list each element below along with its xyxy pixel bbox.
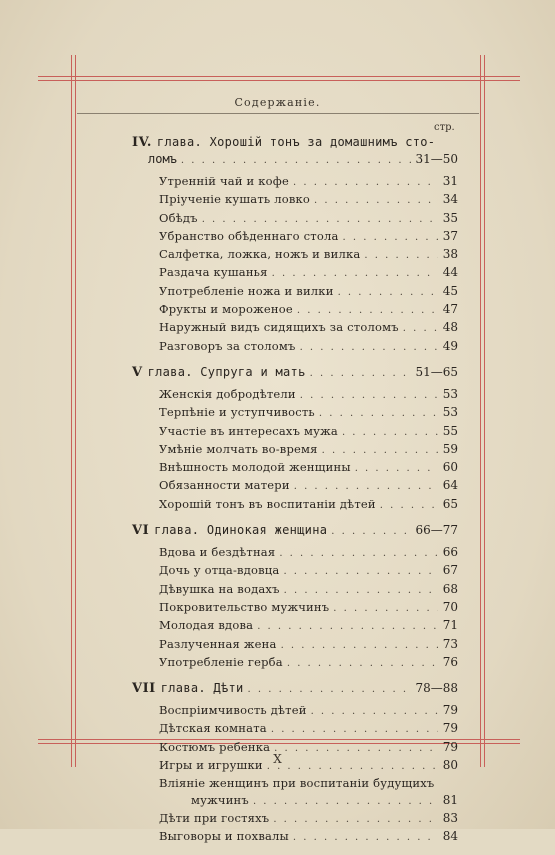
toc-item-title: Салфетка, ложка, ножъ и вилка [159, 247, 361, 262]
toc-item[interactable] [159, 828, 458, 846]
chapter-items [159, 173, 458, 356]
header-divider [77, 113, 479, 114]
toc-item[interactable] [159, 319, 458, 337]
toc-item-title: Обѣдъ [159, 210, 198, 225]
toc-item-page: 53 [442, 405, 458, 420]
toc-item[interactable] [159, 459, 458, 477]
leader-dots [287, 656, 438, 672]
leader-dots [300, 388, 438, 404]
chapter-heading[interactable] [132, 364, 458, 382]
table-of-contents [132, 134, 458, 855]
toc-item[interactable] [159, 386, 458, 404]
toc-item-title-cont: мужчинъ [191, 792, 249, 807]
chapter-heading-cont[interactable] [132, 151, 458, 169]
leader-dots [294, 479, 438, 495]
leader-dots [272, 266, 438, 282]
toc-item-title: Дѣвушка на водахъ [159, 581, 280, 596]
toc-item-title: Костюмъ ребенка [159, 739, 271, 754]
toc-item-page: 83 [442, 810, 458, 825]
toc-item[interactable] [159, 441, 458, 459]
toc-item-page: 80 [442, 758, 458, 773]
leader-dots [248, 682, 412, 698]
toc-item-title: Молодая вдова [159, 618, 254, 633]
toc-item[interactable] [159, 338, 458, 356]
frame-rule-left [75, 55, 76, 767]
chapter-pages: 51—65 [415, 364, 458, 379]
toc-item-page: 73 [442, 636, 458, 651]
chapter-iv [132, 134, 458, 356]
chapter-heading[interactable] [132, 522, 458, 540]
toc-item-title: Наружный видъ сидящихъ за столомъ [159, 320, 399, 335]
toc-item-page: 64 [442, 478, 458, 493]
chapter-title: глава. Дѣти [160, 681, 244, 696]
toc-item-title: Воспріимчивость дѣтей [159, 703, 307, 718]
leader-dots [281, 638, 438, 654]
toc-item-title: Дочь у отца-вдовца [159, 563, 280, 578]
toc-item-page: 65 [442, 496, 458, 511]
toc-item-page: 66 [442, 545, 458, 560]
leader-dots [310, 366, 412, 382]
toc-item[interactable] [159, 264, 458, 282]
leader-dots [257, 619, 438, 635]
leader-dots [343, 230, 438, 246]
chapter-vi [132, 522, 458, 672]
toc-item-title: Пріученіе кушать ловко [159, 192, 311, 207]
leader-dots [297, 303, 438, 319]
chapter-heading[interactable] [132, 680, 458, 698]
toc-item-title: Убранство обѣденнаго стола [159, 228, 339, 243]
leader-dots [283, 564, 438, 580]
leader-dots [314, 193, 438, 209]
toc-item-title: Дѣтская комната [159, 721, 267, 736]
toc-item-page: 31 [442, 174, 458, 188]
toc-item[interactable] [159, 702, 458, 720]
toc-item-page: 35 [442, 210, 458, 225]
frame-rule-top [38, 76, 520, 77]
leader-dots [279, 546, 438, 562]
toc-item[interactable] [159, 810, 458, 828]
chapter-pages: 66—77 [415, 523, 458, 538]
leader-dots [300, 340, 438, 356]
toc-item-page: 44 [442, 265, 458, 280]
toc-item-title: Терпѣніе и уступчивость [159, 405, 315, 420]
toc-item[interactable] [159, 636, 458, 654]
toc-item[interactable] [159, 617, 458, 635]
toc-item[interactable] [159, 301, 458, 319]
leader-dots [293, 175, 438, 191]
toc-item-title: Дѣти при гостяхъ [159, 810, 270, 825]
toc-item-title: Умѣніе молчать во-время [159, 441, 318, 456]
chapter-pages: 78—88 [415, 681, 458, 696]
leader-dots [342, 425, 438, 441]
toc-item-page: 68 [442, 581, 458, 596]
toc-item-title: Вліяніе женщинъ при воспитаніи будущихъ [159, 776, 435, 791]
toc-item-title: Разлученная жена [159, 636, 277, 651]
chapter-title: глава. Супруга и мать [147, 364, 306, 379]
toc-item-title: Вдова и бездѣтная [159, 545, 276, 560]
leader-dots [331, 524, 411, 540]
chapter-title: глава. Одинокая женщина [154, 523, 328, 538]
toc-item[interactable] [159, 477, 458, 495]
leader-dots [338, 285, 438, 301]
toc-item-page: 55 [442, 423, 458, 438]
toc-item-page: 79 [442, 739, 458, 754]
toc-item[interactable] [159, 228, 458, 246]
toc-item-title: Обязанности матери [159, 478, 290, 493]
toc-item-page: 38 [442, 247, 458, 262]
toc-item-cont[interactable] [159, 792, 458, 810]
toc-item-title: Хорошій тонъ въ воспитаніи дѣтей [159, 496, 376, 511]
toc-item[interactable] [159, 283, 458, 301]
toc-item-page: 45 [442, 283, 458, 298]
chapter-items [159, 702, 458, 846]
toc-item-page: 60 [442, 460, 458, 475]
leader-dots [284, 583, 438, 599]
frame-rule-top [38, 80, 520, 81]
toc-item-page: 76 [442, 654, 458, 669]
leader-dots [322, 443, 438, 459]
toc-item-page: 79 [442, 721, 458, 736]
page-header: Содержаніе. [234, 96, 321, 109]
leader-dots [380, 498, 438, 514]
leader-dots [319, 406, 438, 422]
chapter-number: IV. [132, 135, 152, 150]
toc-item-page: 47 [442, 302, 458, 317]
frame-rule-right [480, 55, 481, 767]
leader-dots [364, 248, 438, 264]
toc-item[interactable] [159, 599, 458, 617]
toc-item-title: Покровительство мужчинъ [159, 599, 330, 614]
toc-item-page: 49 [442, 338, 458, 353]
leader-dots [333, 601, 438, 617]
frame-rule-left [71, 55, 72, 767]
toc-item-page: 59 [442, 441, 458, 456]
toc-item[interactable] [159, 404, 458, 422]
toc-item-title: Женскія добродѣтели [159, 386, 296, 401]
page-column-label: стр. [434, 122, 455, 133]
toc-item-title: Участіе въ интересахъ мужа [159, 423, 338, 438]
toc-item-page: 34 [442, 192, 458, 207]
leader-dots [311, 704, 438, 720]
toc-item-page: 81 [442, 792, 458, 807]
leader-dots [293, 830, 438, 846]
page-number: X [273, 752, 282, 766]
toc-item-title: Утренній чай и кофе [159, 174, 289, 188]
toc-item-title: Раздача кушанья [159, 265, 268, 280]
chapter-v [132, 364, 458, 514]
toc-item[interactable] [159, 544, 458, 562]
toc-item[interactable] [159, 210, 458, 228]
chapter-title-cont: ломъ [148, 152, 177, 166]
toc-item-title: Фрукты и мороженое [159, 302, 293, 317]
toc-item-page: 70 [442, 599, 458, 614]
toc-item[interactable] [159, 654, 458, 672]
chapter-number: V [132, 364, 143, 380]
chapter-title: глава. Хорошій тонъ за домашнимъ сто- [156, 135, 436, 149]
chapter-items [159, 386, 458, 514]
toc-item[interactable] [159, 562, 458, 580]
chapter-items [159, 544, 458, 672]
toc-item-page: 79 [442, 703, 458, 718]
toc-item-title: Выговоры и похвалы [159, 829, 289, 844]
chapter-number: VII [132, 681, 156, 697]
toc-item[interactable] [159, 246, 458, 264]
toc-item[interactable] [159, 496, 458, 514]
chapter-number: VI [132, 523, 150, 539]
leader-dots [253, 794, 438, 810]
leader-dots [202, 212, 438, 228]
toc-item[interactable] [159, 720, 458, 738]
frame-rule-right [484, 55, 485, 767]
leader-dots [403, 321, 438, 337]
toc-item-title: Игры и игрушки [159, 758, 263, 773]
toc-item[interactable] [159, 581, 458, 599]
toc-item[interactable] [159, 423, 458, 441]
toc-item-page: 48 [442, 320, 458, 335]
toc-item-title: Разговоръ за столомъ [159, 338, 296, 353]
chapter-heading[interactable] [132, 134, 458, 151]
leader-dots [273, 812, 438, 828]
toc-item-title: Употребленіе герба [159, 654, 283, 669]
toc-item-page: 67 [442, 563, 458, 578]
leader-dots [355, 461, 438, 477]
toc-item-page: 53 [442, 386, 458, 401]
toc-item[interactable] [159, 775, 458, 791]
toc-item-title: Внѣшность молодой женщины [159, 460, 351, 475]
toc-item-title: Употребленіе ножа и вилки [159, 283, 334, 298]
leader-dots [271, 722, 438, 738]
toc-item-page: 71 [442, 618, 458, 633]
toc-item[interactable] [159, 191, 458, 209]
leader-dots [181, 153, 412, 169]
toc-item-page: 37 [442, 228, 458, 243]
toc-item-page: 84 [442, 829, 458, 844]
toc-item[interactable] [159, 173, 458, 191]
chapter-pages: 31—50 [415, 152, 458, 166]
